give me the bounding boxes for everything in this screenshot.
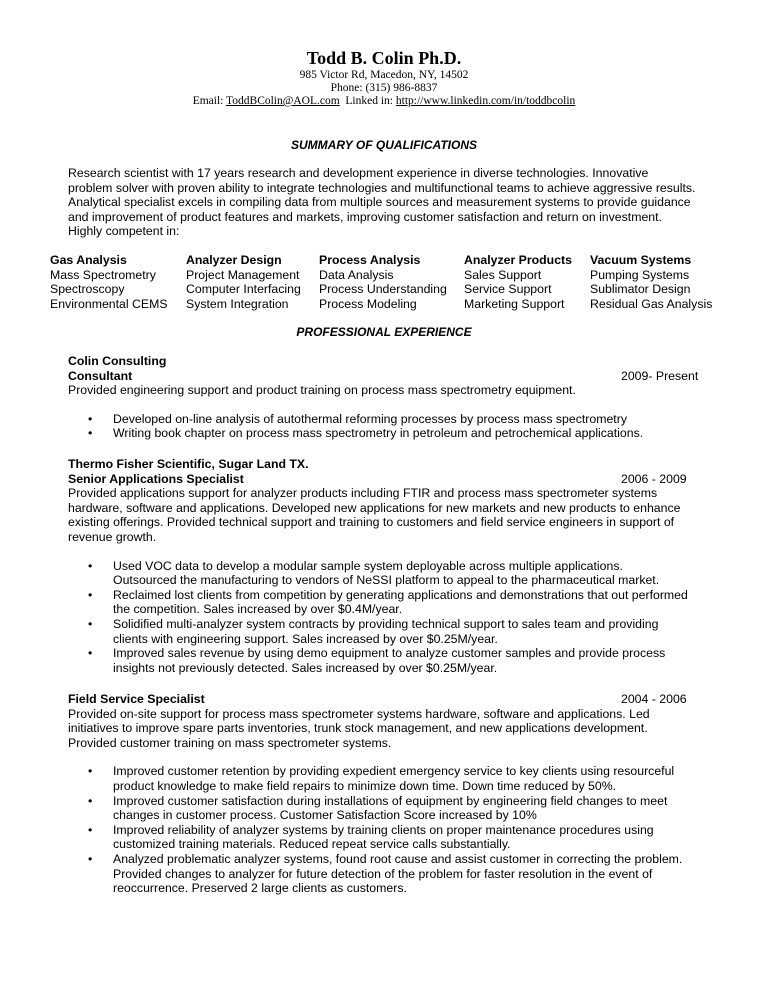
skill-column [590, 253, 712, 311]
job-entry [68, 692, 708, 896]
bullet-text: the competition. Sales increased by over $0.4M/year. [113, 602, 403, 617]
bullet-text: insights not previously detected. Sales increased by over $0.25M/year. [113, 660, 498, 675]
job-title: Consultant [68, 368, 133, 383]
bullet-icon: • [88, 851, 93, 866]
skill-item: Data Analysis [319, 267, 394, 282]
skill-item: Process Understanding [319, 282, 447, 297]
skill-column [464, 253, 572, 311]
bullet-item [68, 852, 708, 896]
bullet-icon: • [88, 764, 93, 779]
job-dates: 2006 - 2009 [621, 471, 687, 486]
job-dates: 2004 - 2006 [621, 692, 687, 706]
role-row [68, 369, 708, 384]
skill-item: Project Management [186, 267, 300, 282]
summary-line: problem solver with proven ability to integrate technologies and multifunctional teams to achieve aggressive results. [68, 180, 696, 195]
bullet-icon: • [88, 558, 93, 573]
candidate-name: Todd B. Colin Ph.D. [306, 48, 462, 68]
linkedin-label: Linked in: [345, 95, 393, 107]
address: 985 Victor Rd, Macedon, NY, 14502 [299, 69, 469, 81]
summary-line: and improvement of product features and markets, improving customer satisfaction and return on investment. [68, 209, 662, 224]
bullet-text: Provided changes to analyzer for future detection of the problem for faster resolution in the event of [113, 866, 653, 881]
bullet-item [68, 559, 708, 588]
bullet-text: Writing book chapter on process mass spectrometry in petroleum and petrochemical applications. [113, 426, 644, 441]
bullet-icon: • [88, 822, 93, 837]
job-description: initiatives to improve spare parts inventories, trunk stock management, and new applications development. [68, 721, 648, 736]
resume-header [0, 47, 768, 108]
bullet-text: changes in customer process. Customer Satisfaction Score increased by 10% [113, 808, 537, 823]
summary-line: Research scientist with 17 years research and development experience in diverse technologies. Innovative [68, 166, 649, 180]
skill-heading: Process Analysis [319, 253, 421, 267]
job-description: Provided engineering support and product training on process mass spectrometry equipment. [68, 383, 576, 398]
bullet-list [68, 412, 708, 441]
job-description: Provided on-site support for process mass spectrometer systems hardware, software and applications. Led [68, 706, 650, 721]
job-entry [68, 457, 708, 675]
bullet-item [68, 617, 708, 646]
bullet-item [68, 412, 708, 427]
skill-item: Sales Support [464, 267, 542, 282]
skill-column [186, 253, 301, 311]
bullet-text: Analyzed problematic analyzer systems, found root cause and assist customer in correcting the problem. [113, 851, 683, 866]
bullet-item [68, 764, 708, 793]
job-description: existing offerings. Provided technical support and training to customers and field service engineers in support of [68, 515, 675, 530]
bullet-item [68, 794, 708, 823]
skill-item: Computer Interfacing [186, 282, 301, 297]
skill-item: Environmental CEMS [50, 296, 168, 311]
role-row [68, 472, 708, 487]
company-name: Thermo Fisher Scientific, Sugar Land TX. [68, 457, 309, 471]
bullet-icon: • [88, 793, 93, 808]
bullet-text: Improved customer satisfaction during installations of equipment by engineering field changes to meet [113, 793, 668, 808]
bullet-text: Used VOC data to develop a modular sample system deployable across multiple applications. [113, 558, 623, 573]
company-name: Colin Consulting [68, 354, 167, 368]
experience-title: PROFESSIONAL EXPERIENCE [296, 325, 472, 339]
bullet-item [68, 588, 708, 617]
skill-item: Process Modeling [319, 296, 417, 311]
skill-heading: Analyzer Products [464, 253, 572, 267]
job-description: Provided applications support for analyzer products including FTIR and process mass spectrometer systems [68, 486, 658, 501]
skill-heading: Gas Analysis [50, 253, 127, 267]
bullet-text: Improved sales revenue by using demo equipment to analyze customer samples and provide process [113, 646, 666, 661]
summary-text [68, 166, 695, 239]
bullet-list [68, 559, 708, 676]
bullet-text: Outsourced the manufacturing to vendors of NeSSI platform to appeal to the pharmaceutical market. [113, 573, 660, 588]
skill-column [50, 253, 168, 311]
bullet-text: reoccurrence. Preserved 2 large clients as customers. [113, 881, 407, 896]
skill-heading: Analyzer Design [186, 253, 282, 267]
skill-item: Residual Gas Analysis [590, 296, 713, 311]
bullet-list [68, 764, 708, 895]
summary-line: Analytical specialist excels in compiling data from multiple sources and measurement systems to provide guidance [68, 195, 691, 210]
skill-item: Pumping Systems [590, 267, 690, 282]
linkedin-link[interactable]: http://www.linkedin.com/in/toddbcolin [395, 95, 576, 107]
bullet-text: Reclaimed lost clients from competition by generating applications and demonstrations that out performed [113, 587, 688, 602]
email-link[interactable]: ToddBColin@AOL.com [226, 95, 340, 107]
bullet-text: Improved customer retention by providing expedient emergency service to key clients using resourceful [113, 764, 675, 779]
bullet-text: Developed on-line analysis of autothermal reforming processes by process mass spectrometry [113, 411, 627, 426]
skill-item: Marketing Support [464, 296, 565, 311]
bullet-icon: • [88, 426, 93, 441]
bullet-item [68, 823, 708, 852]
job-title: Senior Applications Specialist [68, 471, 244, 486]
email-label: Email: [192, 95, 224, 107]
job-title: Field Service Specialist [68, 692, 205, 706]
job-description: revenue growth. [68, 529, 157, 544]
bullet-icon: • [88, 587, 93, 602]
contact-line [0, 95, 768, 108]
skill-heading: Vacuum Systems [590, 253, 692, 267]
skill-item: Mass Spectrometry [50, 267, 156, 282]
bullet-icon: • [88, 411, 93, 426]
skill-item: System Integration [186, 296, 289, 311]
summary-title: SUMMARY OF QUALIFICATIONS [291, 138, 477, 152]
job-dates: 2009- Present [621, 368, 699, 383]
phone: Phone: (315) 986-8837 [330, 82, 438, 94]
job-description: Provided customer training on mass spectrometer systems. [68, 735, 392, 750]
bullet-icon: • [88, 646, 93, 661]
bullet-text: customized training materials. Reduced repeat service calls substantially. [113, 837, 511, 852]
bullet-text: product knowledge to make field repairs to minimize down time. Down time reduced by 50%. [113, 778, 617, 793]
bullet-text: clients with engineering support. Sales increased by over $0.25M/year. [113, 631, 498, 646]
skill-item: Sublimator Design [590, 282, 691, 297]
bullet-text: Improved reliability of analyzer systems by training clients on proper maintenance procedures using [113, 822, 654, 837]
skill-item: Spectroscopy [50, 282, 125, 297]
role-row [68, 692, 708, 707]
skill-item: Service Support [464, 282, 552, 297]
summary-line: Highly competent in: [68, 224, 180, 239]
bullet-icon: • [88, 616, 93, 631]
job-entry [68, 354, 708, 441]
bullet-item [68, 646, 708, 675]
bullet-text: Solidified multi-analyzer system contracts by providing technical support to sales team and providing [113, 616, 659, 631]
job-description: hardware, software and applications. Developed new applications for new markets and new products to enhance [68, 500, 681, 515]
bullet-item [68, 426, 708, 441]
skill-column [319, 253, 447, 311]
